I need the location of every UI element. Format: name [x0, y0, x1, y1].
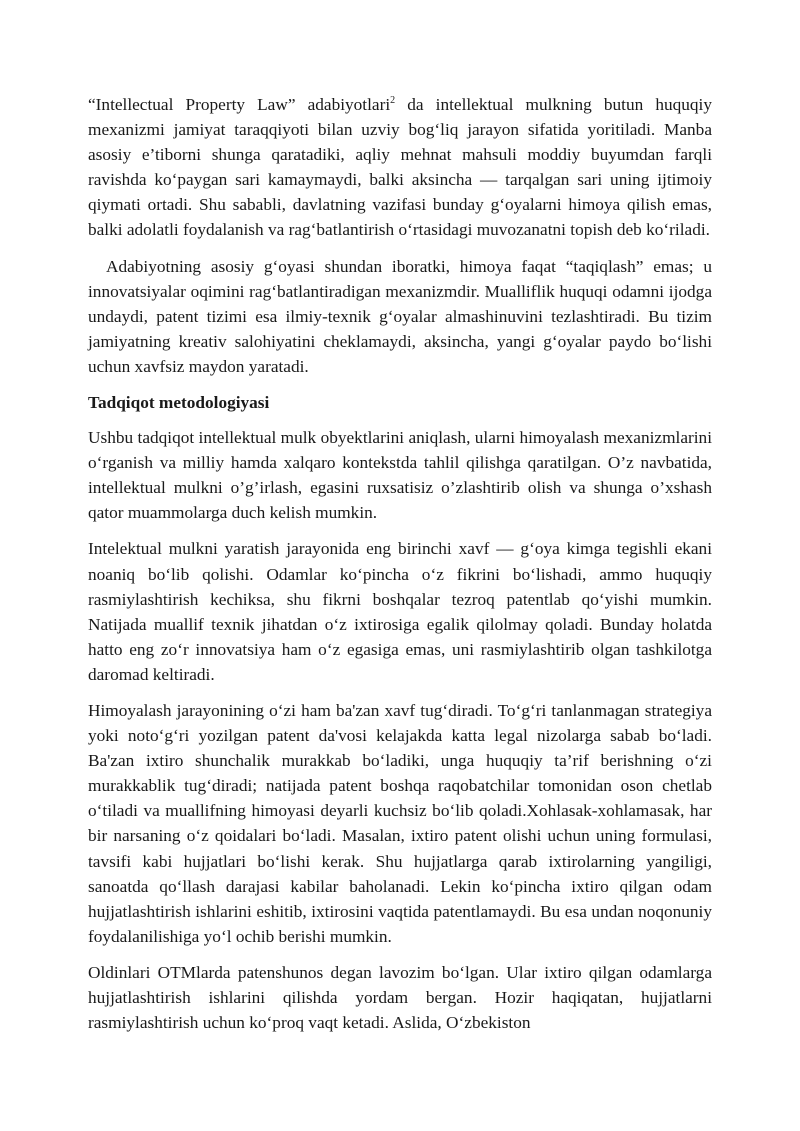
paragraph-5: Himoyalash jarayonining o‘zi ham ba'zan xavf tug‘diradi. To‘g‘ri tanlanmagan strategiya yoki noto‘g‘ri yozilgan patent da'vosi kelajakda katta legal nizolarga sabab bo‘ladi. Ba'zan ixtiro shunchalik murakkab bo‘ladiki, unga huquqiy ta’rif berishning o‘zi murakkablik tug‘diradi; natijada patent boshqa raqobatchilar tomonidan oson chetlab o‘tiladi va muallifning himoyasi deyarli kuchsiz bo‘lib qoladi.Xohlasak-xohlamasak, har bir narsaning o‘z qoidalari bo‘ladi. Masalan, ixtiro patent olishi uchun uning formulasi, tavsifi kabi hujjatlari bo‘lishi kerak. Shu hujjatlarga qarab ixtirolarning yangiligi, sanoatda qo‘llash darajasi kabilar baholanadi. Lekin ko‘pincha ixtiro qilgan odam hujjatlashtirish ishlarini eshitib, ixtirosini vaqtida patentlamaydi. Bu esa undan noqonuniy foydalanilishiga yo‘l ochib berishi mumkin.: [88, 700, 712, 946]
paragraph-1: [88, 92, 712, 243]
paragraph-3: Ushbu tadqiqot intellektual mulk obyektlarini aniqlash, ularni himoyalash mexanizmlarini o‘rganish va milliy hamda xalqaro kontekstda tahlil qilishga qaratilgan. O’z navbatida, intellektual mulkni o’g’irlash, egasini ruxsatisiz o’zlashtirib olish va shunga o’xshash qator muammolarga duch kelish mumkin.: [88, 428, 712, 523]
section-heading: Tadqiqot metodologiyasi: [88, 393, 270, 413]
paragraph-1-rest: da intellektual mulkning butun huquqiy mexanizmi jamiyat taraqqiyoti bilan uzviy bog‘liq jarayon sifatida yoritiladi. Manba asosiy e’tiborni shunga qaratadiki, aqliy mehnat mahsuli moddiy buyumdan farqli ravishda ko‘paygan sari kamaymaydi, balki aksincha — tarqalgan sari uning ijtimoiy qiymati ortadi. Shu sababli, davlatning vazifasi bunday g‘oyalarni himoya qilish emas, balki adolatli foydalanish va rag‘batlantirish o‘rtasidagi muvozanatni topish deb ko‘riladi.: [88, 95, 712, 240]
paragraph-2: Adabiyotning asosiy g‘oyasi shundan iboratki, himoya faqat “taqiqlash” emas; u innovatsiyalar oqimini rag‘batlantiradigan mexanizmdir. Mualliflik huquqi odamni ijodga undaydi, patent tizimi esa ilmiy-texnik g‘oyalar almashinuvini tezlashtiradi. Bu tizim jamiyatning kreativ salohiyatini cheklamaydi, aksincha, yangi g‘oyalar paydo bo‘lishi uchun xavfsiz maydon yaratadi.: [88, 256, 712, 376]
paragraph-4: Intelektual mulkni yaratish jarayonida eng birinchi xavf — g‘oya kimga tegishli ekani noaniq bo‘lib qolishi. Odamlar ko‘pincha o‘z fikrini bo‘lishadi, ammo huquqiy rasmiylashtirish kechiksa, shu fikrni boshqalar tezroq patentlab qo‘yishi mumkin. Natijada muallif texnik jihatdan o‘z ixtirosiga egalik qilolmay qoladi. Bunday holatda hatto eng zo‘r innovatsiya ham o‘z egasiga emas, uni rasmiylashtirib olgan tashkilotga daromad keltiradi.: [88, 539, 712, 684]
paragraph-1-start: “Intellectual Property Law” adabiyotlari: [88, 95, 391, 114]
footnote-ref[interactable]: 2: [390, 95, 396, 107]
paragraph-6: Oldinlari OTMlarda patenshunos degan lavozim bo‘lgan. Ular ixtiro qilgan odamlarga hujjatlashtirish ishlarini qilishda yordam bergan. Hozir haqiqatan, hujjatlarni rasmiylashtirish uchun ko‘proq vaqt ketadi. Aslida, O‘zbekiston: [88, 962, 712, 1033]
